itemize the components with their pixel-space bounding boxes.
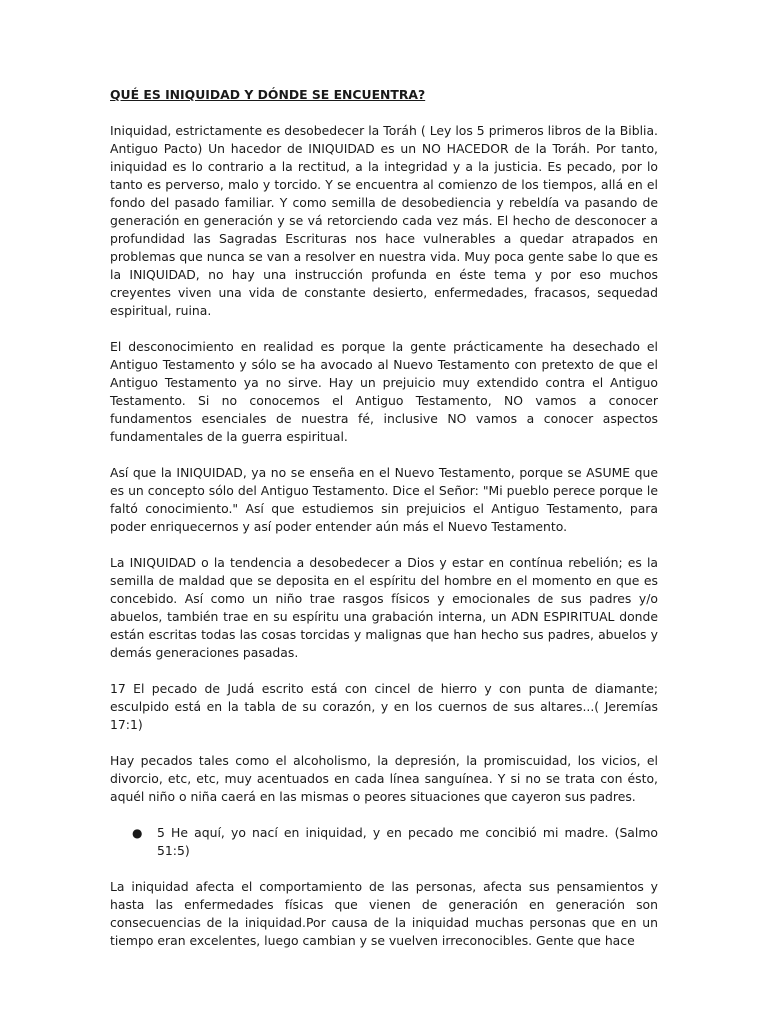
paragraph-new-testament: Así que la INIQUIDAD, ya no se enseña en el Nuevo Testamento, porque se ASUME que es un concepto sólo del Antiguo Testamento. Dice el Señor: "Mi pueblo perece porque le faltó conocimiento." Así que estudiemos sin prejuicios el Antiguo Testamento, para poder enriquecernos y así poder entender aún más el Nuevo Testamento. (110, 465, 658, 534)
document-title: QUÉ ES INIQUIDAD Y DÓNDE SE ENCUENTRA? (110, 87, 426, 102)
paragraph-old-testament: El desconocimiento en realidad es porque la gente prácticamente ha desechado el Antiguo Testamento y sólo se ha avocado al Nuevo Testamento con pretexto de que el Antiguo Testamento ya no sirve. Hay un prejuicio muy extendido contra el Antiguo Testamento. Si no conocemos el Antiguo Testamento, NO vamos a conocer fundamentos esenciales de nuestra fé, inclusive NO vamos a conocer aspectos fundamentales de la guerra espiritual. (110, 339, 658, 444)
bullet-icon: ● (132, 826, 143, 840)
paragraph-effects: La iniquidad afecta el comportamiento de las personas, afecta sus pensamientos y hasta las enfermedades físicas que vienen de generación en generación son consecuencias de la iniquidad.Por causa de la iniquidad muchas personas que en un tiempo eran excelentes, luego cambian y se vuelven irreconocibles. Gente que hace (110, 879, 658, 948)
paragraph-jeremiah-quote: 17 El pecado de Judá escrito está con cincel de hierro y con punta de diamante; esculpido está en la tabla de su corazón, y en los cuernos de sus altares...( Jeremías 17:1) (110, 681, 658, 732)
document-body (110, 86, 658, 968)
paragraph-tendency: La INIQUIDAD o la tendencia a desobedecer a Dios y estar en contínua rebelión; es la semilla de maldad que se deposita en el espíritu del hombre en el momento en que es concebido. Así como un niño trae rasgos físicos y emocionales de sus padres y/o abuelos, también trae en su espíritu una grabación interna, un ADN ESPIRITUAL donde están escritas todas las cosas torcidas y malignas que han hecho sus padres, abuelos y demás generaciones pasadas. (110, 555, 658, 660)
bullet-list (110, 824, 658, 860)
paragraph-sins: Hay pecados tales como el alcoholismo, la depresión, la promiscuidad, los vicios, el divorcio, etc, etc, muy acentuados en cada línea sanguínea. Y si no se trata con ésto, aquél niño o niña caerá en las mismas o peores situaciones que cayeron sus padres. (110, 753, 658, 804)
list-item (110, 824, 658, 860)
bullet-text-psalm: 5 He aquí, yo nací en iniquidad, y en pecado me concibió mi madre. (Salmo 51:5) (157, 825, 658, 858)
paragraph-definition: Iniquidad, estrictamente es desobedecer la Toráh ( Ley los 5 primeros libros de la Biblia. Antiguo Pacto) Un hacedor de INIQUIDAD es un NO HACEDOR de la Toráh. Por tanto, iniquidad es lo contrario a la rectitud, a la integridad y a la justicia. Es pecado, por lo tanto es perverso, malo y torcido. Y se encuentra al comienzo de los tiempos, allá en el fondo del pasado familiar. Y como semilla de desobediencia y rebeldía va pasando de generación en generación y se vá retorciendo cada vez más. El hecho de desconocer a profundidad las Sagradas Escrituras nos hace vulnerables a quedar atrapados en problemas que nunca se van a resolver en nuestra vida. Muy poca gente sabe lo que es la INIQUIDAD, no hay una instrucción profunda en éste tema y por eso muchos creyentes viven una vida de constante desierto, enfermedades, fracasos, sequedad espiritual, ruina. (110, 123, 658, 318)
